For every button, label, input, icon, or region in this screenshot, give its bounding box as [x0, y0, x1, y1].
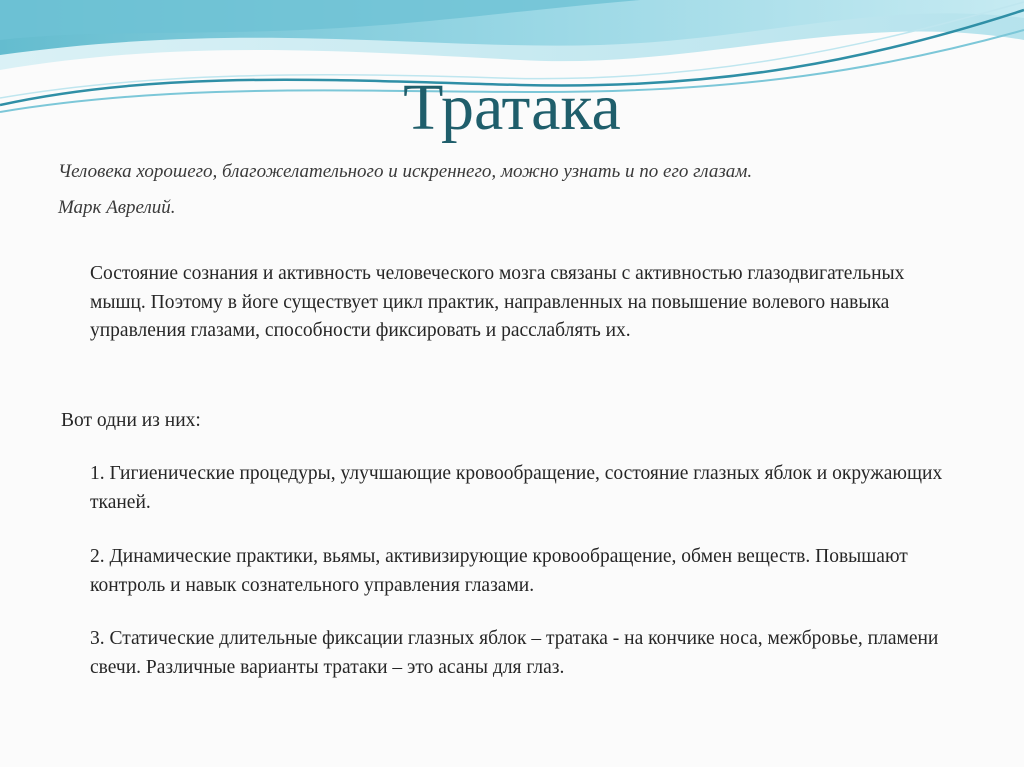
list-item-dynamic: 2. Динамические практики, вьямы, активизирующие кровообращение, обмен веществ. Повышают контроль и навык сознательного управления глазами. [90, 546, 908, 596]
slide-title: Тратака [403, 71, 621, 144]
epigraph-author: Марк Аврелий. [58, 197, 176, 218]
epigraph-quote: Человека хорошего, благожелательного и искреннего, можно узнать и по его глазам. [58, 161, 753, 182]
list-item-hygiene: 1. Гигиенические процедуры, улучшающие кровообращение, состояние глазных яблок и окружающих тканей. [90, 463, 943, 513]
list-lead-text: Вот одни из них: [61, 410, 201, 431]
list-item-static: 3. Статические длительные фиксации глазных яблок – тратака - на кончике носа, межбровье, пламени свечи. Различные варианты тратаки – это асаны для глаз. [90, 628, 939, 678]
intro-paragraph: Состояние сознания и активность человеческого мозга связаны с активностью глазодвигательных мышц. Поэтому в йоге существует цикл практик, направленных на повышение волевого навыка управления глазами, способности фиксировать и расслаблять их. [90, 263, 905, 341]
